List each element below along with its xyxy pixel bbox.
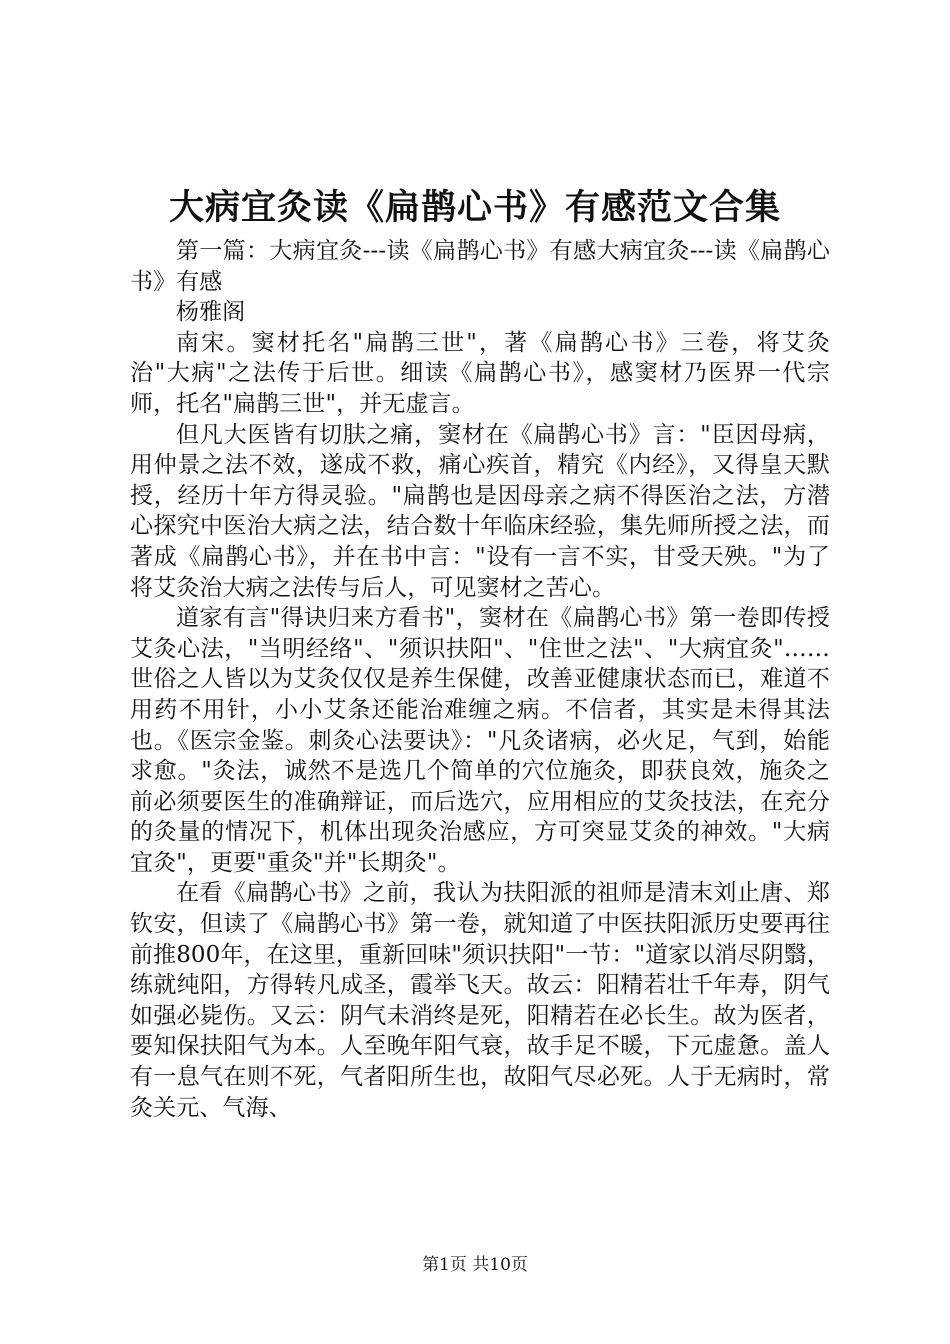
paragraph-method: 道家有言"得诀归来方看书"，窦材在《扁鹊心书》第一卷即传授艾灸心法，"当明经络"、"须识扶阳"、"住世之法"、"大病宜灸"……世俗之人皆以为艾灸仅仅是养生保健，改善亚健康状态而已，难道不用药不用针，小小艾条还能治难缠之病。不信者，其实是未得其法也。《医宗金鉴。刺灸心法要诀》："凡灸诸病，必火足，气到，始能求愈。"灸法，诚然不是选几个简单的穴位施灸，即获良效，施灸之前必须要医生的准确辩证，而后选穴，应用相应的艾灸技法，在充分的灸量的情况下，机体出现灸治感应，方可突显艾灸的神效。"大病宜灸"，更要"重灸"并"长期灸"。	[130, 605, 830, 876]
page-footer: 第1页 共10页	[422, 1255, 528, 1275]
paragraph-motivation: 但凡大医皆有切肤之痛，窦材在《扁鹊心书》言："臣因母病，用仲景之法不效，遂成不救，痛心疾首，精究《内经》，又得皇天默授，经历十年方得灵验。"扁鹊也是因母亲之病不得医治之法，方潜心探究中医治大病之法，结合数十年临床经验，集先师所授之法，而著成《扁鹊心书》，并在书中言："设有一言不实，甘受天殃。"为了将艾灸治大病之法传与后人，可见窦材之苦心。	[130, 421, 830, 601]
paragraph-yang-school: 在看《扁鹊心书》之前，我认为扶阳派的祖师是清末刘止唐、郑钦安，但读了《扁鹊心书》第一卷，就知道了中医扶阳派历史要再往前推800年，在这里，重新回味"须识扶阳"一节："道家以消尽阴翳，练就纯阳，方得转凡成圣，霞举飞天。故云：阳精若壮千年寿，阴气如强必毙伤。又云：阴气未消终是死，阳精若在必长生。故为医者，要知保扶阳气为本。人至晚年阳气衰，故手足不暖，下元虚惫。盖人有一息气在则不死，气者阳所生也，故阳气尽必死。人于无病时，常灸关元、气海、	[130, 880, 830, 1121]
paragraph-heading: 第一篇：大病宜灸---读《扁鹊心书》有感大病宜灸---读《扁鹊心书》有感	[130, 238, 830, 295]
paragraph-intro: 南宋。窦材托名"扁鹊三世"，著《扁鹊心书》三卷，将艾灸治"大病"之法传于后世。细读《扁鹊心书》，感窦材乃医界一代宗师，托名"扁鹊三世"，并无虚言。	[130, 329, 830, 417]
paragraph-author: 杨雅阁	[176, 299, 246, 326]
document-title: 大病宜灸读《扁鹊心书》有感范文合集	[168, 187, 781, 228]
document-body	[130, 236, 830, 1123]
